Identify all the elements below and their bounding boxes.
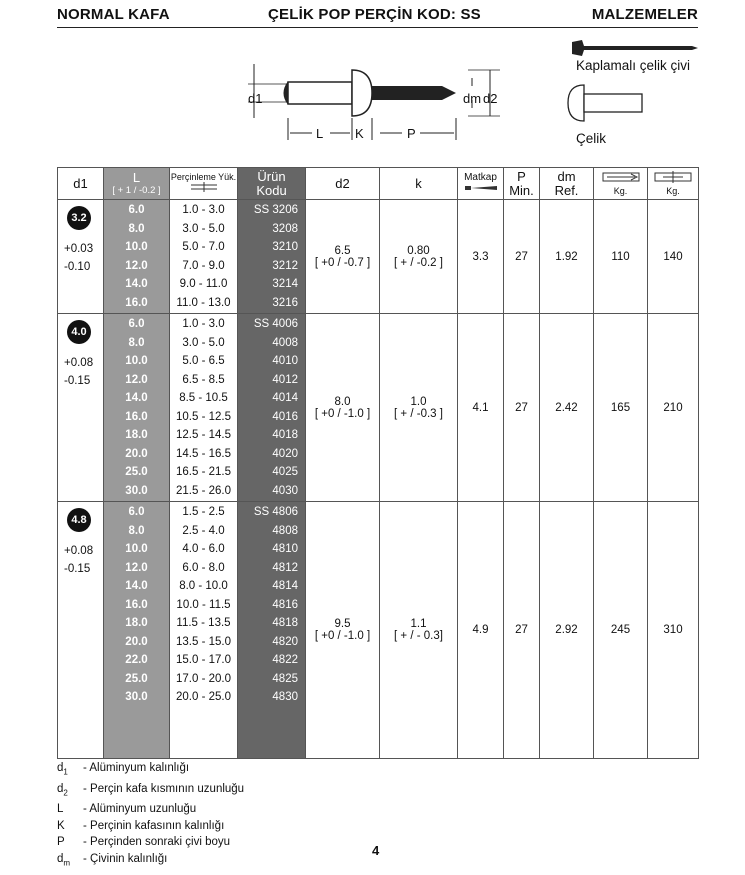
shear-kg-cell: 110 — [594, 200, 648, 314]
header-left: NORMAL KAFA — [57, 6, 170, 23]
matkap-cell: 4.1 — [458, 314, 504, 502]
list-item: 16.0 — [125, 598, 148, 611]
list-item: 10.0 — [125, 355, 148, 367]
d2-cell: 8.0 [ +0 / -1.0 ] — [306, 314, 380, 502]
list-item: 8.0 — [128, 524, 145, 537]
list-item: 4822 — [272, 654, 298, 666]
th-k: k — [380, 168, 458, 200]
list-item: 3212 — [272, 259, 298, 272]
list-item: 5.0 - 7.0 — [182, 241, 225, 253]
shear-kg-cell: 165 — [594, 314, 648, 502]
list-item: 6.0 — [128, 204, 145, 216]
matkap-cell: 4.9 — [458, 502, 504, 759]
list-item: 20.0 - 25.0 — [176, 691, 231, 703]
th-shear: Kg. — [594, 168, 648, 200]
list-item: 4016 — [272, 410, 298, 423]
th-urun-kodu: Ürün Kodu — [238, 168, 306, 200]
list-item: 6.0 — [128, 506, 145, 518]
list-item: 30.0 — [125, 691, 148, 703]
spec-table — [57, 167, 699, 759]
shear-load-icon — [601, 171, 641, 183]
grip-range-icon — [189, 182, 219, 192]
list-item: 22.0 — [125, 654, 148, 666]
list-item: 1.5 - 2.5 — [182, 506, 225, 518]
table-row — [58, 502, 699, 759]
list-item: 4810 — [272, 543, 298, 555]
list-item: 16.5 - 21.5 — [176, 466, 231, 478]
list-item: 18.0 — [125, 429, 148, 441]
legend-item: $d_2$ - Perçin kafa kısmının uzunluğu — [57, 782, 245, 797]
list-item: 21.5 - 26.0 — [176, 484, 231, 497]
list-item: SS 3206 — [253, 204, 298, 216]
legend — [57, 760, 244, 871]
page-number: 4 — [372, 843, 380, 858]
shear-kg-cell: 245 — [594, 502, 648, 759]
nail-label: Kaplamalı çelik çivi — [576, 58, 691, 73]
list-item: 16.0 — [125, 296, 148, 309]
table-body — [58, 200, 699, 759]
d2-cell: 6.5 [ +0 / -0.7 ] — [306, 200, 380, 314]
legend-item: K - Perçinin kafasının kalınlığı — [57, 819, 225, 832]
dim-k-label: K — [355, 126, 364, 141]
table-row — [58, 314, 699, 502]
list-item: 10.0 — [125, 241, 148, 253]
list-item: 25.0 — [125, 672, 148, 685]
dim-dm-label: dm — [463, 91, 482, 106]
list-item: 13.5 - 15.0 — [176, 635, 231, 648]
drill-icon — [463, 184, 499, 192]
list-item: 4020 — [272, 447, 298, 460]
list-item: 7.0 - 9.0 — [182, 259, 225, 272]
list-item: 4816 — [272, 598, 298, 611]
d1-cell: 4.0 +0.08 -0.15 — [58, 314, 104, 502]
list-item: 4808 — [272, 524, 298, 537]
th-percinleme: Perçinleme Yük. — [170, 168, 238, 200]
legend-item: P - Perçinden sonraki çivi boyu — [57, 836, 231, 849]
list-item: 4008 — [272, 336, 298, 349]
list-item: 20.0 — [125, 447, 148, 460]
product-code-cell — [238, 502, 306, 759]
k-cell: 1.1 [ + / - 0.3] — [380, 502, 458, 759]
list-item: 4018 — [272, 429, 298, 441]
list-item: 14.5 - 16.5 — [176, 447, 231, 460]
steel-label: Çelik — [576, 131, 607, 146]
list-item: 4010 — [272, 355, 298, 367]
list-item: 3216 — [272, 296, 298, 309]
d1-cell: 4.8 +0.08 -0.15 — [58, 502, 104, 759]
product-code-cell — [238, 314, 306, 502]
diameter-badge: 4.0 — [67, 320, 91, 344]
table-row — [58, 200, 699, 314]
k-cell: 1.0 [ + / -0.3 ] — [380, 314, 458, 502]
list-item: 20.0 — [125, 635, 148, 648]
list-item: 3208 — [272, 222, 298, 235]
grip-range-cell — [170, 200, 238, 314]
header-right: MALZEMELER — [591, 6, 698, 23]
length-cell — [104, 200, 170, 314]
table-header-row — [58, 168, 699, 200]
p-cell: 27 — [504, 200, 540, 314]
th-tensile: Kg. — [648, 168, 699, 200]
th-d1: d1 — [58, 168, 104, 200]
list-item: 8.0 — [128, 222, 145, 235]
diameter-badge: 3.2 — [67, 206, 91, 230]
grip-range-cell — [170, 502, 238, 759]
list-item: 4012 — [272, 373, 298, 386]
list-item: 12.0 — [125, 561, 148, 574]
steel-rivet-icon — [566, 82, 646, 124]
list-item: 8.0 - 10.0 — [179, 580, 228, 592]
th-dm: dm Ref. — [540, 168, 594, 200]
th-d2: d2 — [306, 168, 380, 200]
p-cell: 27 — [504, 502, 540, 759]
list-item: 1.0 - 3.0 — [182, 204, 225, 216]
list-item: 3214 — [272, 278, 298, 290]
list-item: 12.5 - 14.5 — [176, 429, 231, 441]
dim-d2-label: d2 — [483, 91, 498, 106]
list-item: 14.0 — [125, 580, 148, 592]
list-item: 14.0 — [125, 392, 148, 404]
tensile-kg-cell: 310 — [648, 502, 699, 759]
list-item: 4820 — [272, 635, 298, 648]
list-item: 12.0 — [125, 259, 148, 272]
d2-cell: 9.5 [ +0 / -1.0 ] — [306, 502, 380, 759]
list-item: 16.0 — [125, 410, 148, 423]
header-rule — [57, 27, 698, 28]
list-item: 4.0 - 6.0 — [182, 543, 225, 555]
dim-p-label: P — [407, 126, 416, 141]
list-item: 4830 — [272, 691, 298, 703]
list-item: 8.0 — [128, 336, 145, 349]
th-l: L [ + 1 / -0.2 ] — [104, 168, 170, 200]
header-title: ÇELİK POP PERÇİN KOD: SS — [268, 6, 481, 23]
list-item: 6.0 - 8.0 — [182, 561, 225, 574]
list-item: 4825 — [272, 672, 298, 685]
list-item: 3210 — [272, 241, 298, 253]
list-item: SS 4006 — [253, 318, 298, 330]
dim-d1-label: d1 — [248, 91, 263, 106]
coated-nail-icon — [568, 38, 700, 58]
legend-item: $d_1$ - Alüminyum kalınlığı — [57, 762, 190, 777]
length-cell — [104, 314, 170, 502]
list-item: 25.0 — [125, 466, 148, 478]
list-item: 15.0 - 17.0 — [176, 654, 231, 666]
th-p: P Min. — [504, 168, 540, 200]
tensile-load-icon — [653, 171, 693, 183]
list-item: 17.0 - 20.0 — [176, 672, 231, 685]
list-item: 4812 — [272, 561, 298, 574]
list-item: 6.0 — [128, 318, 145, 330]
list-item: 14.0 — [125, 278, 148, 290]
list-item: 3.0 - 5.0 — [182, 222, 225, 235]
list-item: SS 4806 — [253, 506, 298, 518]
rivet-diagram — [240, 56, 500, 146]
list-item: 4014 — [272, 392, 298, 404]
list-item: 12.0 — [125, 373, 148, 386]
list-item: 10.0 - 11.5 — [176, 598, 231, 611]
legend-item: L - Alüminyum uzunluğu — [57, 803, 197, 816]
list-item: 11.5 - 13.5 — [176, 617, 231, 629]
list-item: 18.0 — [125, 617, 148, 629]
list-item: 30.0 — [125, 484, 148, 497]
matkap-cell: 3.3 — [458, 200, 504, 314]
list-item: 3.0 - 5.0 — [182, 336, 225, 349]
th-matkap: Matkap — [458, 168, 504, 200]
list-item: 6.5 - 8.5 — [182, 373, 225, 386]
k-cell: 0.80 [ + / -0.2 ] — [380, 200, 458, 314]
list-item: 4818 — [272, 617, 298, 629]
p-cell: 27 — [504, 314, 540, 502]
list-item: 9.0 - 11.0 — [179, 278, 228, 290]
list-item: 8.5 - 10.5 — [179, 392, 228, 404]
list-item: 11.0 - 13.0 — [176, 296, 231, 309]
tensile-kg-cell: 210 — [648, 314, 699, 502]
d1-cell: 3.2 +0.03 -0.10 — [58, 200, 104, 314]
list-item: 4814 — [272, 580, 298, 592]
list-item: 2.5 - 4.0 — [182, 524, 225, 537]
tensile-kg-cell: 140 — [648, 200, 699, 314]
dm-cell: 2.42 — [540, 314, 594, 502]
list-item: 10.5 - 12.5 — [176, 410, 231, 423]
dim-l-label: L — [316, 126, 324, 141]
diameter-badge: 4.8 — [67, 508, 91, 532]
list-item: 10.0 — [125, 543, 148, 555]
list-item: 4025 — [272, 466, 298, 478]
list-item: 1.0 - 3.0 — [182, 318, 225, 330]
product-code-cell — [238, 200, 306, 314]
list-item: 4030 — [272, 484, 298, 497]
grip-range-cell — [170, 314, 238, 502]
dm-cell: 1.92 — [540, 200, 594, 314]
list-item: 5.0 - 6.5 — [182, 355, 225, 367]
dm-cell: 2.92 — [540, 502, 594, 759]
legend-item: $d_m$ - Çivinin kalınlığı — [57, 852, 168, 867]
length-cell — [104, 502, 170, 759]
